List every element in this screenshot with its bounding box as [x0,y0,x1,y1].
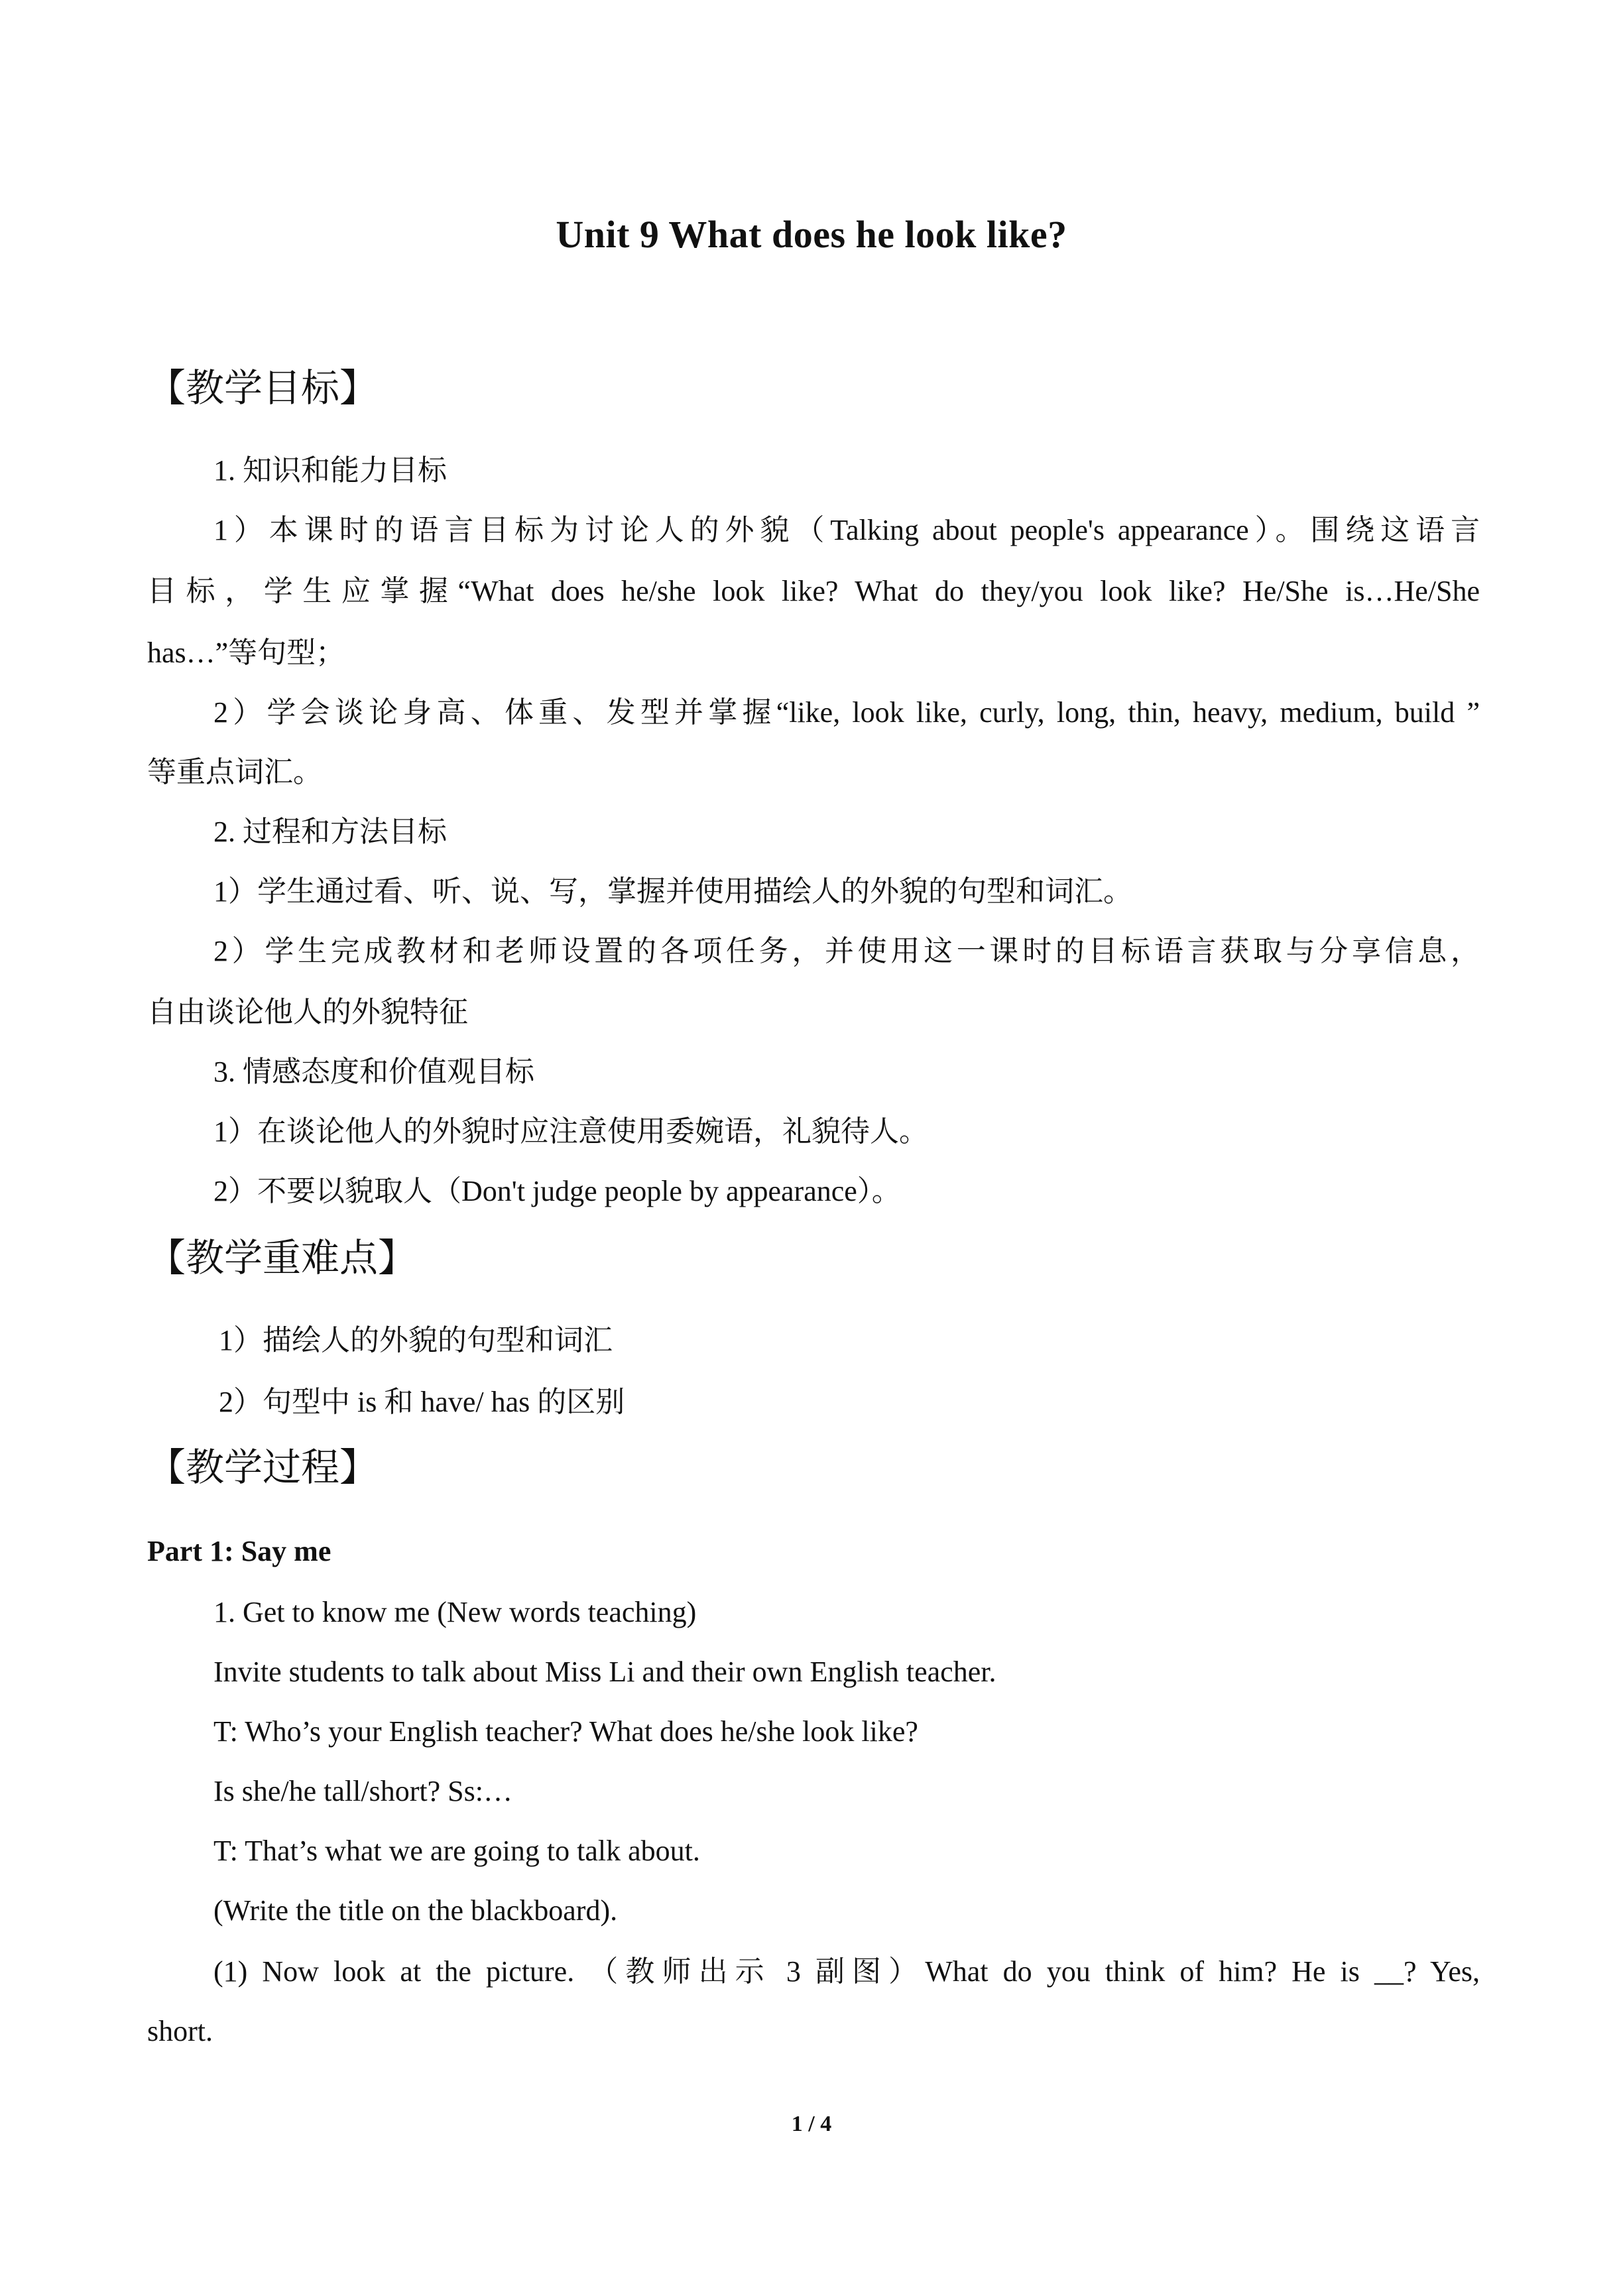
process-line: Is she/he tall/short? Ss:… [213,1775,512,1807]
process-line: (1) Now look at the picture. （教师出示 3 副图）What do you think of him? He is __? Yes, [213,1955,1480,1988]
objective-line: 2. 过程和方法目标 [213,816,447,848]
objective-line: 1）本课时的语言目标为讨论人的外貌（Talking about people's appearance）。围绕这语言 [213,514,1480,546]
process-line: Invite students to talk about Miss Li and their own English teacher. [213,1656,996,1688]
objective-line: 1）学生通过看、听、说、写，掌握并使用描绘人的外貌的句型和词汇。 [213,875,1132,908]
objective-line: 等重点词汇。 [147,756,322,788]
process-line: 1. Get to know me (New words teaching) [213,1596,697,1628]
objective-line: has…”等句型； [147,636,345,669]
part1-heading: Part 1: Say me [147,1535,331,1567]
objective-line: 2）不要以貌取人（Don't judge people by appearance）。 [213,1175,901,1207]
process-line: T: That’s what we are going to talk about. [213,1835,700,1867]
objective-line: 1. 知识和能力目标 [213,454,447,487]
difficulty-line: 2）句型中 is 和 have/ has 的区别 [219,1386,625,1418]
process-line: (Write the title on the blackboard). [213,1894,618,1927]
process-line: T: Who’s your English teacher? What does he/she look like? [213,1715,918,1748]
page-number: 1 / 4 [791,2112,832,2136]
objective-line: 2）学生完成教材和老师设置的各项任务，并使用这一课时的目标语言获取与分享信息， [213,935,1480,967]
objective-line: 1）在谈论他人的外貌时应注意使用委婉语，礼貌待人。 [213,1115,928,1148]
document-title: Unit 9 What does he look like? [556,213,1067,256]
objective-line: 2）学会谈论身高、体重、发型并掌握“like, look like, curly, long, thin, heavy, medium, build ” [213,696,1480,729]
process-heading: 【教学过程】 [147,1445,379,1490]
difficulty-line: 1）描绘人的外貌的句型和词汇 [219,1324,613,1357]
process-line: short. [147,2015,213,2047]
objectives-heading: 【教学目标】 [147,365,379,410]
objective-line: 自由谈论他人的外貌特征 [147,996,468,1028]
difficulties-heading: 【教学重难点】 [147,1235,417,1280]
objective-line: 目标，学生应掌握“What does he/she look like? What do they/you look like? He/She is…He/She [147,575,1480,607]
objective-line: 3. 情感态度和价值观目标 [213,1056,534,1088]
